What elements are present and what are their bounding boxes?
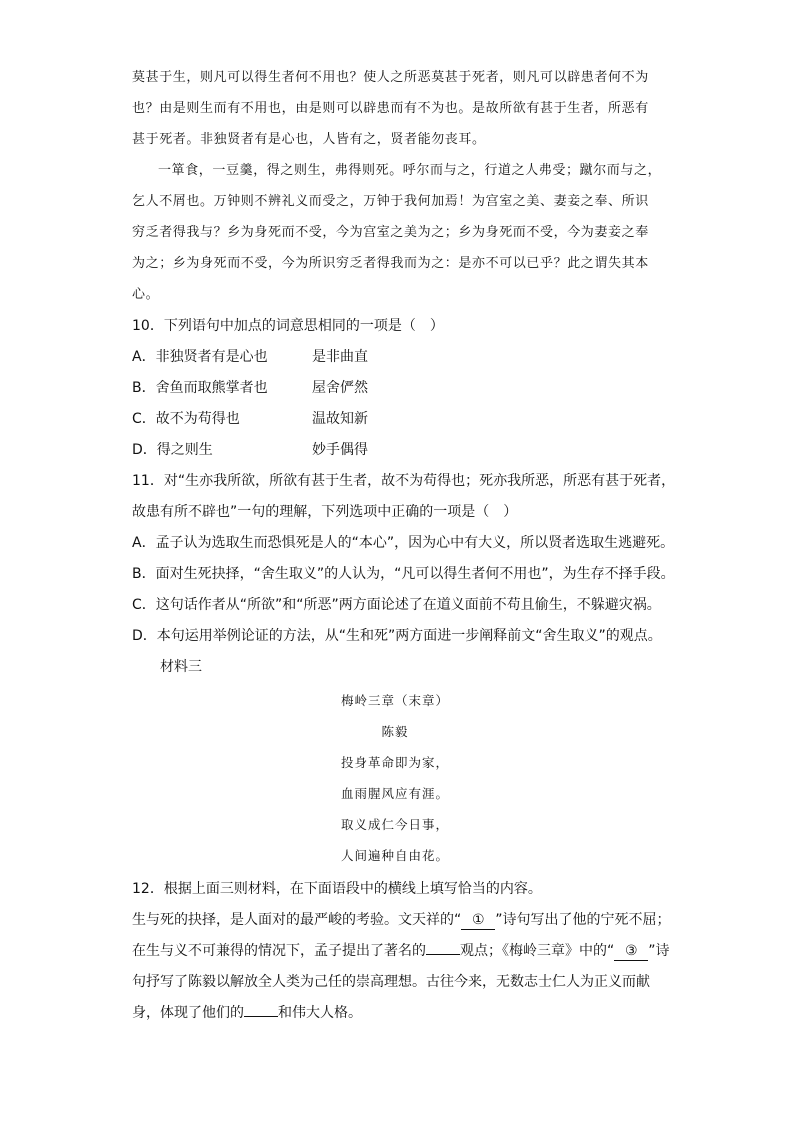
- classical-passage: [132, 62, 662, 310]
- questions-block: [132, 311, 677, 683]
- poem-block: [280, 685, 510, 871]
- question-11-option-a[interactable]: A．孟子认为选取生而恐惧死是人的“本心”，因为心中有大义，所以贤者选取生逃避死。: [132, 535, 675, 551]
- blank-3[interactable]: ③: [614, 942, 648, 961]
- question-10-option-a[interactable]: [132, 342, 677, 373]
- blank-1[interactable]: ①: [461, 911, 495, 930]
- option-compare-text: 妙手偶得: [312, 442, 368, 458]
- poem-line-2: 血雨腥风应有涯。: [340, 786, 449, 801]
- option-text: A．非独贤者有是心也: [132, 349, 268, 365]
- poem-author: 陈毅: [381, 724, 409, 739]
- q12-text-1: 生与死的抉择，是人面对的最严峻的考验。文天祥的“: [132, 912, 462, 928]
- option-compare-text: 屋舍俨然: [312, 380, 368, 396]
- question-11-stem: 11．对“生亦我所欲，所欲有甚于生者，故不为苟得也；死亦我所恶，所恶有甚于死者，故患有所不辟也”一句的理解，下列选项中正确的一项是（ ）: [132, 473, 676, 520]
- q12-text-3: 观点；《梅岭三章》中的“: [460, 943, 615, 959]
- question-10-option-b[interactable]: [132, 373, 677, 404]
- question-11-option-b[interactable]: B．面对生死抉择，“舍生取义”的人认为，“凡可以得生者何不用也”，为生存不择手段。: [132, 566, 675, 582]
- q12-text-2: ”诗句写出了他的宁死不屈；在生与义不可兼得的情况下，孟子提出了著名的: [132, 912, 671, 959]
- question-12-block: [132, 874, 677, 1029]
- poem-line-4: 人间遍种自由花。: [340, 848, 449, 863]
- q12-text-5: 和伟大人格。: [278, 1005, 362, 1021]
- poem-line-1: 投身革命即为家，: [340, 755, 449, 770]
- option-compare-text: 温故知新: [312, 411, 368, 427]
- option-text: B．舍鱼而取熊掌者也: [132, 380, 268, 396]
- option-text: C．故不为苟得也: [132, 411, 240, 427]
- option-text: D．得之则生: [132, 442, 213, 458]
- question-11-option-c[interactable]: C．这句话作者从“所欲”和“所恶”两方面论述了在道义面前不苟且偷生，不躲避灾祸。: [132, 597, 661, 613]
- blank-2[interactable]: [426, 954, 460, 955]
- question-10-stem: 10．下列语句中加点的词意思相同的一项是（ ）: [132, 318, 444, 334]
- passage-paragraph-2: 一箪食，一豆羹，得之则生，弗得则死。呼尔而与之，行道之人弗受；蹴尔而与之，乞人不屑也。万钟则不辨礼义而受之，万钟于我何加焉！为宫室之美、妻妾之奉、所识穷乏者得我与？乡为身死而不受，今为宫室之美为之；乡为身死而不受，今为妻妾之奉为之；乡为身死而不受，今为所识穷乏者得我而为之：是亦不可以已乎？此之谓失其本心。: [132, 163, 662, 302]
- question-10-option-c[interactable]: [132, 404, 677, 435]
- question-12-stem: 12．根据上面三则材料，在下面语段中的横线上填写恰当的内容。: [132, 881, 542, 897]
- question-11-option-d[interactable]: D．本句运用举例论证的方法，从“生和死”两方面进一步阐释前文“舍生取义”的观点。: [132, 628, 662, 644]
- question-12-paragraph: [132, 905, 677, 1029]
- q12-text-4: ”诗句抒写了陈毅以解放全人类为己任的崇高理想。古往今来，无数志士仁人为正义而献身，体现了他们的: [132, 943, 670, 1021]
- passage-paragraph-1: 莫甚于生，则凡可以得生者何不用也？使人之所恶莫甚于死者，则凡可以辟患者何不为也？由是则生而有不用也，由是则可以辟患而有不为也。是故所欲有甚于生者，所恶有甚于死者。非独贤者有是心也，人皆有之，贤者能勿丧耳。: [132, 70, 649, 147]
- material-3-heading: 材料三: [160, 659, 202, 675]
- question-10-option-d[interactable]: [132, 435, 677, 466]
- poem-line-3: 取义成仁今日事，: [340, 817, 449, 832]
- blank-4[interactable]: [244, 1016, 278, 1017]
- poem-title: 梅岭三章（末章）: [340, 693, 449, 708]
- option-compare-text: 是非曲直: [312, 349, 368, 365]
